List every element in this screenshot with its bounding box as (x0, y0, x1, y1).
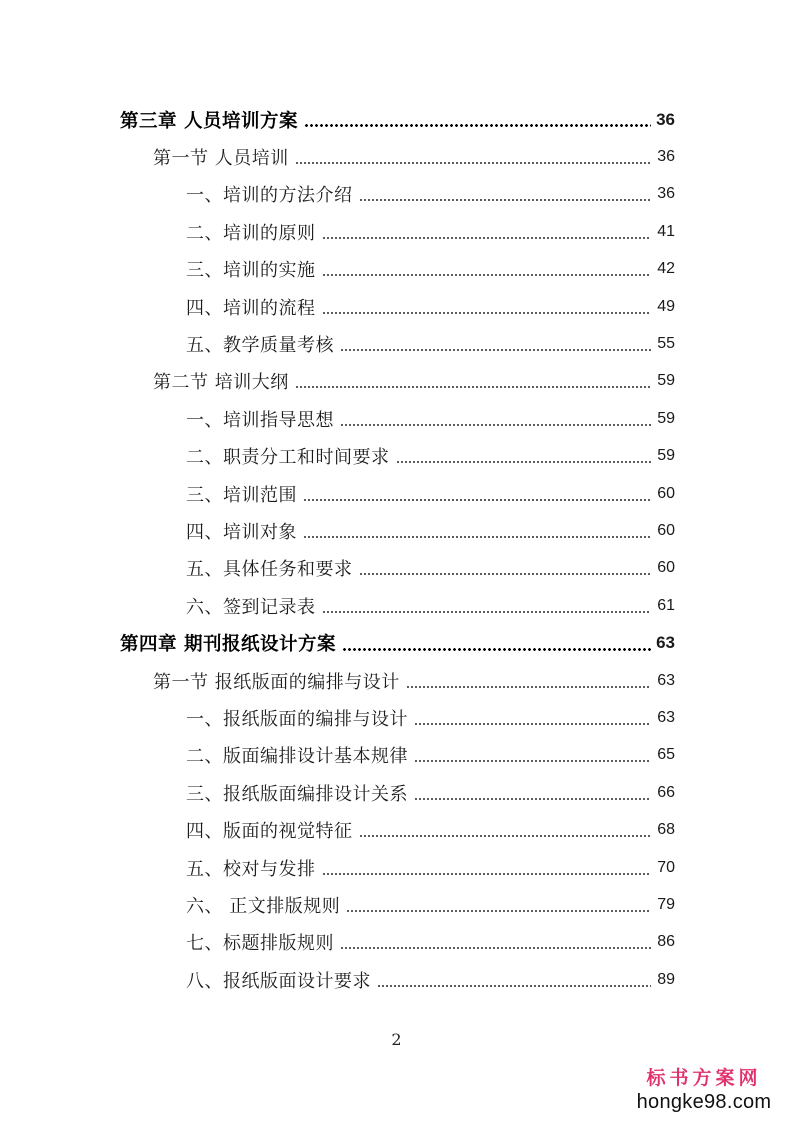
toc-entry-item[interactable] (0, 811, 793, 848)
toc-entry-page: 63 (656, 633, 675, 653)
watermark-url: hongke98.com (636, 1091, 772, 1113)
toc-entry-page: 86 (657, 933, 675, 951)
dot-leader (396, 460, 652, 464)
toc-entry-page: 49 (657, 297, 675, 315)
toc-entry-title: 四、培训的流程 (186, 297, 316, 319)
toc-entry-chapter-4[interactable] (0, 624, 793, 661)
dot-leader (322, 872, 652, 876)
dot-leader (322, 273, 652, 277)
toc-entry-item[interactable] (0, 924, 793, 961)
toc-entry-page: 36 (657, 148, 675, 166)
toc-entry-title: 六、 正文排版规则 (186, 895, 341, 917)
dot-leader (322, 236, 652, 240)
toc-entry-title: 二、职责分工和时间要求 (186, 447, 390, 469)
toc-entry-item[interactable] (0, 213, 793, 250)
dot-leader (304, 123, 651, 128)
dot-leader (295, 385, 651, 389)
toc-entry-page: 66 (657, 783, 675, 801)
dot-leader (342, 647, 651, 652)
toc-entry-page: 36 (657, 185, 675, 203)
toc-entry-title: 五、校对与发排 (186, 858, 316, 880)
toc-entry-item[interactable] (0, 438, 793, 475)
dot-leader (322, 610, 652, 614)
toc-entry-title: 五、教学质量考核 (186, 335, 334, 357)
toc-entry-item[interactable] (0, 886, 793, 923)
toc-entry-item[interactable] (0, 550, 793, 587)
watermark-name: 标书方案网 (646, 1067, 762, 1089)
toc-entry-page: 79 (657, 895, 675, 913)
toc-entry-section[interactable] (0, 138, 793, 175)
toc-entry-title: 一、培训指导思想 (186, 409, 334, 431)
toc-entry-item[interactable] (0, 774, 793, 811)
dot-leader (414, 722, 651, 726)
toc-entry-page: 63 (657, 671, 675, 689)
toc-entry-page: 63 (657, 708, 675, 726)
toc-entry-item[interactable] (0, 475, 793, 512)
toc-entry-item[interactable] (0, 587, 793, 624)
toc-entry-item[interactable] (0, 288, 793, 325)
page-number: 2 (391, 1030, 402, 1049)
toc-entry-title: 三、报纸版面编排设计关系 (186, 783, 408, 805)
dot-leader (295, 161, 651, 165)
toc-entry-title: 五、具体任务和要求 (186, 559, 353, 581)
toc-entry-title: 第四章 期刊报纸设计方案 (120, 634, 336, 656)
dot-leader (359, 834, 652, 838)
toc-entry-page: 59 (657, 372, 675, 390)
toc-entry-title: 第二节 培训大纲 (153, 372, 289, 394)
toc-entry-item[interactable] (0, 251, 793, 288)
toc-entry-chapter-3[interactable] (0, 101, 793, 138)
toc-entry-page: 59 (657, 409, 675, 427)
toc-entry-page: 60 (657, 559, 675, 577)
toc-entry-page: 41 (657, 222, 675, 240)
watermark (629, 1066, 779, 1114)
toc-entry-item[interactable] (0, 325, 793, 362)
toc-entry-item[interactable] (0, 176, 793, 213)
dot-leader (340, 423, 651, 427)
dot-leader (322, 311, 652, 315)
toc-entry-page: 61 (657, 596, 675, 614)
toc-entry-page: 42 (657, 260, 675, 278)
toc-entry-item[interactable] (0, 699, 793, 736)
toc-entry-title: 第三章 人员培训方案 (120, 110, 298, 132)
dot-leader (340, 946, 651, 950)
toc-entry-title: 三、培训范围 (186, 484, 297, 506)
toc-entry-title: 八、报纸版面设计要求 (186, 970, 371, 992)
toc-entry-page: 55 (657, 335, 675, 353)
toc-entry-page: 68 (657, 821, 675, 839)
toc-entry-title: 四、版面的视觉特征 (186, 821, 353, 843)
toc-entry-item[interactable] (0, 400, 793, 437)
toc-entry-title: 第一节 人员培训 (153, 148, 289, 170)
table-of-contents (0, 101, 793, 998)
toc-entry-item[interactable] (0, 512, 793, 549)
toc-entry-page: 60 (657, 484, 675, 502)
toc-entry-title: 二、培训的原则 (186, 222, 316, 244)
toc-entry-title: 一、培训的方法介绍 (186, 185, 353, 207)
toc-entry-page: 89 (657, 970, 675, 988)
toc-entry-item[interactable] (0, 737, 793, 774)
dot-leader (303, 498, 651, 502)
dot-leader (340, 348, 651, 352)
toc-entry-title: 三、培训的实施 (186, 260, 316, 282)
dot-leader (377, 984, 651, 988)
toc-entry-title: 二、版面编排设计基本规律 (186, 746, 408, 768)
toc-entry-title: 四、培训对象 (186, 521, 297, 543)
toc-entry-title: 七、标题排版规则 (186, 933, 334, 955)
dot-leader (346, 909, 651, 913)
toc-entry-page: 65 (657, 746, 675, 764)
dot-leader (414, 759, 651, 763)
toc-entry-title: 一、报纸版面的编排与设计 (186, 708, 408, 730)
toc-entry-title: 第一节 报纸版面的编排与设计 (153, 671, 400, 693)
dot-leader (359, 572, 652, 576)
toc-entry-item[interactable] (0, 849, 793, 886)
dot-leader (303, 535, 651, 539)
toc-entry-section[interactable] (0, 363, 793, 400)
toc-entry-page: 36 (656, 109, 675, 129)
toc-entry-page: 59 (657, 447, 675, 465)
toc-entry-section[interactable] (0, 662, 793, 699)
toc-entry-page: 60 (657, 521, 675, 539)
toc-entry-page: 70 (657, 858, 675, 876)
toc-entry-item[interactable] (0, 961, 793, 998)
toc-entry-title: 六、签到记录表 (186, 596, 316, 618)
dot-leader (414, 797, 651, 801)
dot-leader (359, 198, 652, 202)
dot-leader (406, 685, 651, 689)
